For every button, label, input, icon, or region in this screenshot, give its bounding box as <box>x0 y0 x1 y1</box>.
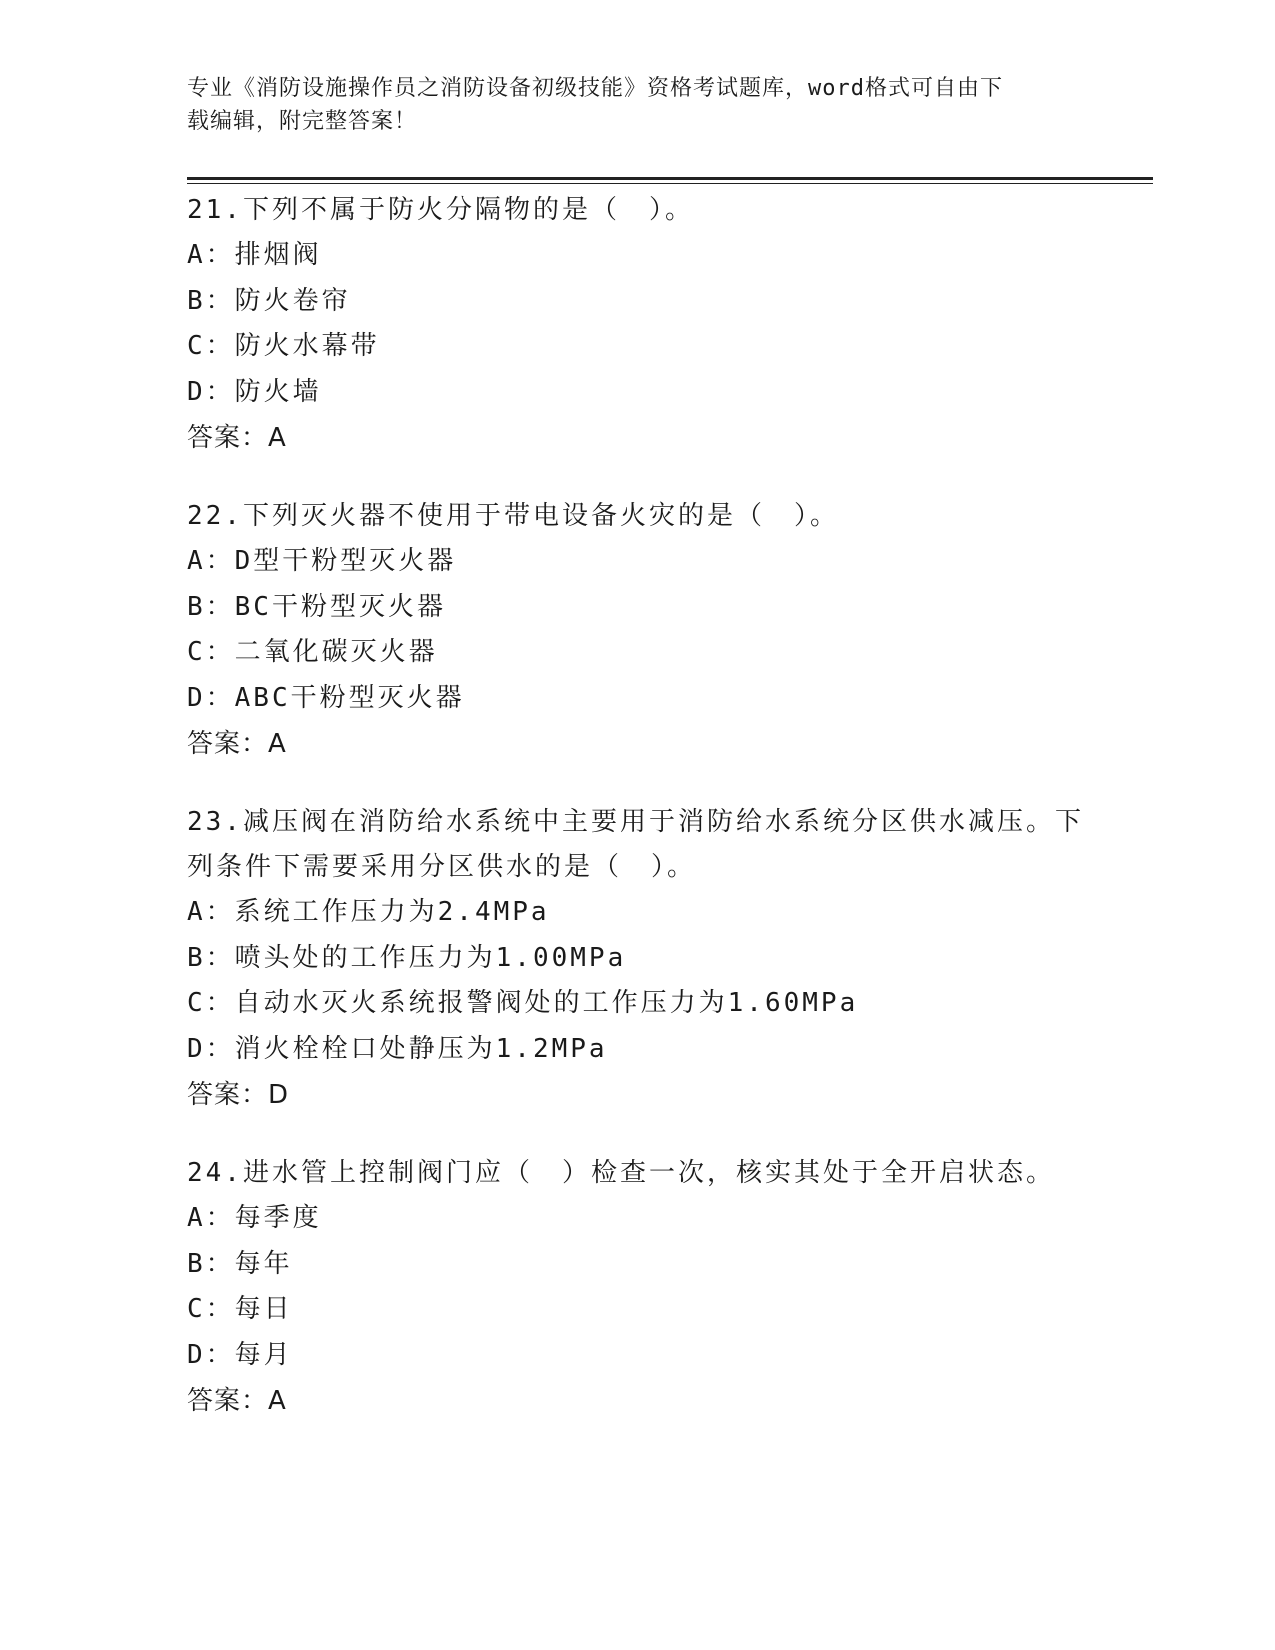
header-divider-thick <box>187 177 1153 180</box>
question-stem: 21.下列不属于防火分隔物的是（ ）。 <box>187 195 694 225</box>
question-stem-continued: 列条件下需要采用分区供水的是（ ）。 <box>187 852 697 882</box>
option-d: D：每月 <box>187 1339 293 1370</box>
option-c: C：防火水幕带 <box>187 331 380 361</box>
option-b: B：防火卷帘 <box>187 285 351 316</box>
option-a: A：排烟阀 <box>187 240 322 270</box>
option-a: A：D型干粉型灭火器 <box>187 546 457 576</box>
option-b: B：每年 <box>187 1248 293 1279</box>
option-a: A：每季度 <box>187 1203 322 1233</box>
question-23 <box>187 800 1087 1118</box>
question-21 <box>187 188 1087 461</box>
header-line-2: 载编辑，附完整答案！ <box>187 109 418 134</box>
question-stem: 23.减压阀在消防给水系统中主要用于消防给水系统分区供水减压。下 <box>187 807 1084 837</box>
answer: 答案：A <box>187 729 287 759</box>
option-b: B：喷头处的工作压力为1.00MPa <box>187 942 627 973</box>
option-d: D：ABC干粉型灭火器 <box>187 682 465 713</box>
question-22 <box>187 494 1087 767</box>
document-header <box>187 72 1087 138</box>
answer: 答案：A <box>187 423 287 453</box>
option-d: D：消火栓栓口处静压为1.2MPa <box>187 1033 608 1064</box>
option-c: C：二氧化碳灭火器 <box>187 637 438 667</box>
question-24 <box>187 1151 1087 1424</box>
question-stem: 24.进水管上控制阀门应（ ）检查一次，核实其处于全开启状态。 <box>187 1158 1055 1188</box>
answer: 答案：D <box>187 1080 290 1110</box>
option-c: C：每日 <box>187 1294 293 1324</box>
option-b: B：BC干粉型灭火器 <box>187 591 446 622</box>
header-divider-thin <box>187 183 1153 184</box>
question-list <box>187 188 1087 1457</box>
option-d: D：防火墙 <box>187 376 322 407</box>
option-a: A：系统工作压力为2.4MPa <box>187 897 550 927</box>
option-c: C：自动水灭火系统报警阀处的工作压力为1.60MPa <box>187 988 859 1018</box>
header-line-1: 专业《消防设施操作员之消防设备初级技能》资格考试题库，word格式可自由下 <box>187 76 1003 101</box>
question-stem: 22.下列灭火器不使用于带电设备火灾的是（ ）。 <box>187 501 839 531</box>
answer: 答案：A <box>187 1386 287 1416</box>
